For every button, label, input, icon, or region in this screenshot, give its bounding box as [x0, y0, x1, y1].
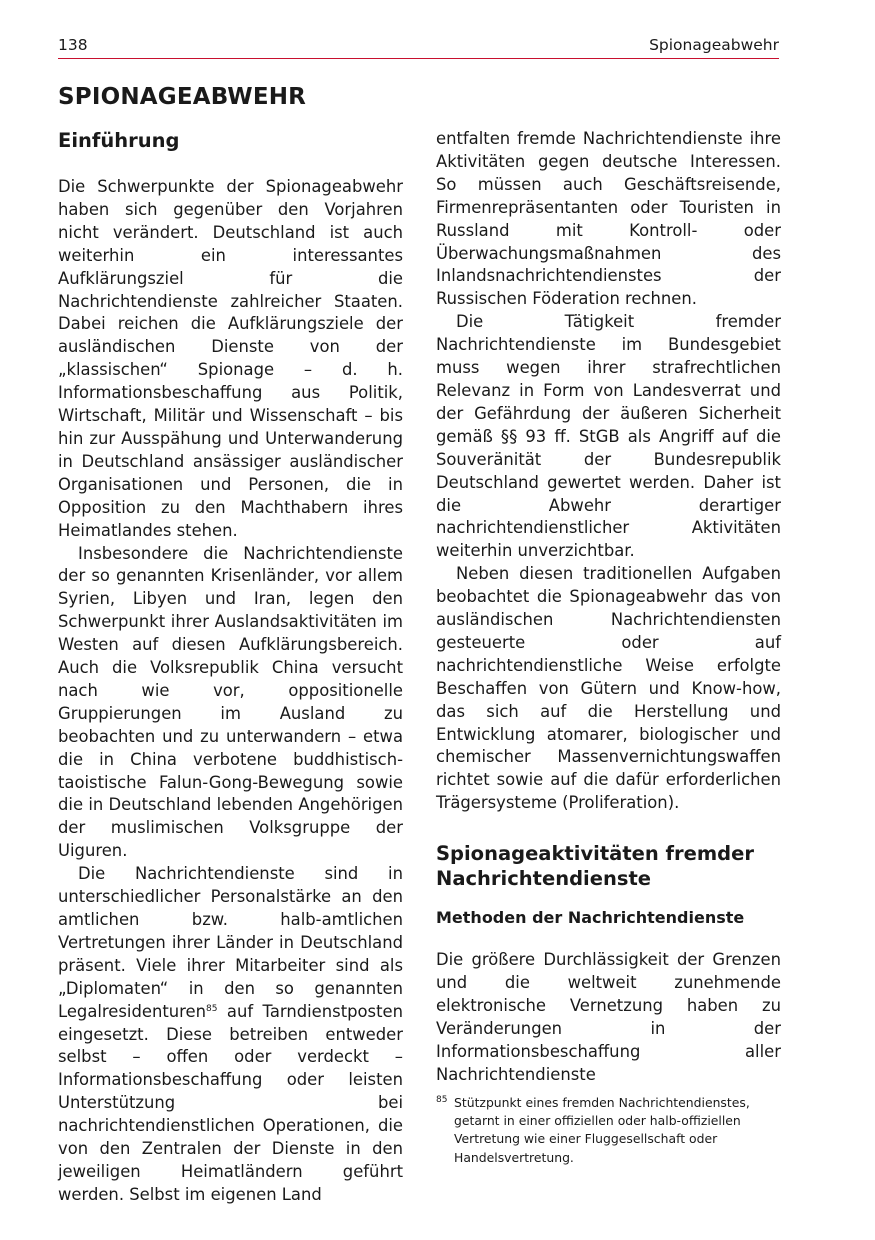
- section-heading-introduction: Einführung: [58, 129, 180, 152]
- right-column: [436, 128, 781, 1087]
- paragraph: Die Tätigkeit fremder Nachrichtendienste im Bundesgebiet muss wegen ihrer strafrechtlichen Relevanz in Form von Landesverrat und der Gefährdung der äußeren Sicherheit gemäß §§ 93 ff. StGB als Angriff auf die Souveränität der Bundesrepublik Deutschland gewertet werden. Daher ist die Abwehr derartiger nachrichtendienstlicher Aktivitäten weiterhin unverzichtbar.: [436, 312, 781, 561]
- paragraph: Die Schwerpunkte der Spionageabwehr haben sich gegenüber den Vorjahren nicht verändert. Deutschland ist auch weiterhin ein interessantes Aufklärungsziel für die Nachrichtendienste zahlreicher Staaten. Dabei reichen die Aufklärungsziele der ausländischen Dienste von der „klassischen“ Spionage – d. h. Informationsbeschaffung aus Politik, Wirtschaft, Militär und Wissenschaft – bis hin zur Ausspähung und Unterwanderung in Deutschland ansässiger ausländischer Organisationen und Personen, die in Opposition zu den Machthabern ihres Heimatlandes stehen.: [58, 177, 403, 540]
- footnote-number: 85: [436, 1095, 448, 1105]
- section-heading-espionage-activities: Spionageaktivitäten fremder Nachrichtendienste: [436, 842, 754, 891]
- paragraph: [58, 863, 403, 1207]
- paragraph: entfalten fremde Nachrichtendienste ihre Aktivitäten gegen deutsche Interessen. So müssen auch Geschäftsreisende, Firmenrepräsentanten oder Touristen in Russland mit Kontroll- oder Überwachungsmaßnahmen des Inlandsnachrichtendienstes der Russischen Föderation rechnen.: [436, 129, 781, 309]
- footnote-text: Stützpunkt eines fremden Nachrichtendienstes, getarnt in einer offiziellen oder halb-offiziellen Vertretung wie einer Fluggesellschaft oder Handelsvertretung.: [454, 1095, 750, 1165]
- page-header: [58, 36, 779, 59]
- running-title: Spionageabwehr: [649, 36, 779, 54]
- subsection-heading-methods: Methoden der Nachrichtendienste: [436, 908, 745, 928]
- paragraph: Die größere Durchlässigkeit der Grenzen und die weltweit zunehmende elektronische Vernetzung haben zu Veränderungen in der Informationsbeschaffung aller Nachrichtendienste: [436, 950, 781, 1084]
- footnote-reference: 85: [206, 1003, 218, 1014]
- paragraph-text: auf Tarndienstposten eingesetzt. Diese betreiben entweder selbst – offen oder verdeckt – Informationsbeschaffung oder leisten Unterstützung bei nachrichtendienstlichen Operationen, die von den Zentralen der Dienste in den jeweiligen Heimatländern geführt werden. Selbst im eigenen Land: [58, 1001, 403, 1204]
- paragraph-text: Die Nachrichtendienste sind in unterschiedlicher Personalstärke an den amtlichen bzw. halb-amtlichen Vertretungen ihrer Länder in Deutschland präsent. Viele ihrer Mitarbeiter sind als „Diplomaten“ in den so genannten Legalresidenturen: [58, 864, 403, 1021]
- footnote: [436, 1094, 779, 1167]
- paragraph: Insbesondere die Nachrichtendienste der so genannten Krisenländer, vor allem Syrien, Libyen und Iran, legen den Schwerpunkt ihrer Auslandsaktivitäten im Westen auf diesen Aufklärungsbereich. Auch die Volksrepublik China versucht nach wie vor, oppositionelle Gruppierungen im Ausland zu beobachten und zu unterwandern – etwa die in China verbotene buddhistisch-taoistische Falun-Gong-Bewegung sowie die in Deutschland lebenden Angehörigen der muslimischen Volksgruppe der Uiguren.: [58, 543, 403, 861]
- chapter-title: SPIONAGEABWEHR: [58, 84, 307, 110]
- left-column: [58, 128, 403, 1207]
- paragraph: Neben diesen traditionellen Aufgaben beobachtet die Spionageabwehr das von ausländischen Nachrichtendiensten gesteuerte oder auf nachrichtendienstliche Weise erfolgte Beschaffen von Gütern und Know-how, das sich auf die Herstellung und Entwicklung atomarer, biologischer und chemischer Massenvernichtungswaffen richtet sowie auf die dafür erforderlichen Trägersysteme (Proliferation).: [436, 564, 781, 813]
- page-number: 138: [58, 36, 88, 54]
